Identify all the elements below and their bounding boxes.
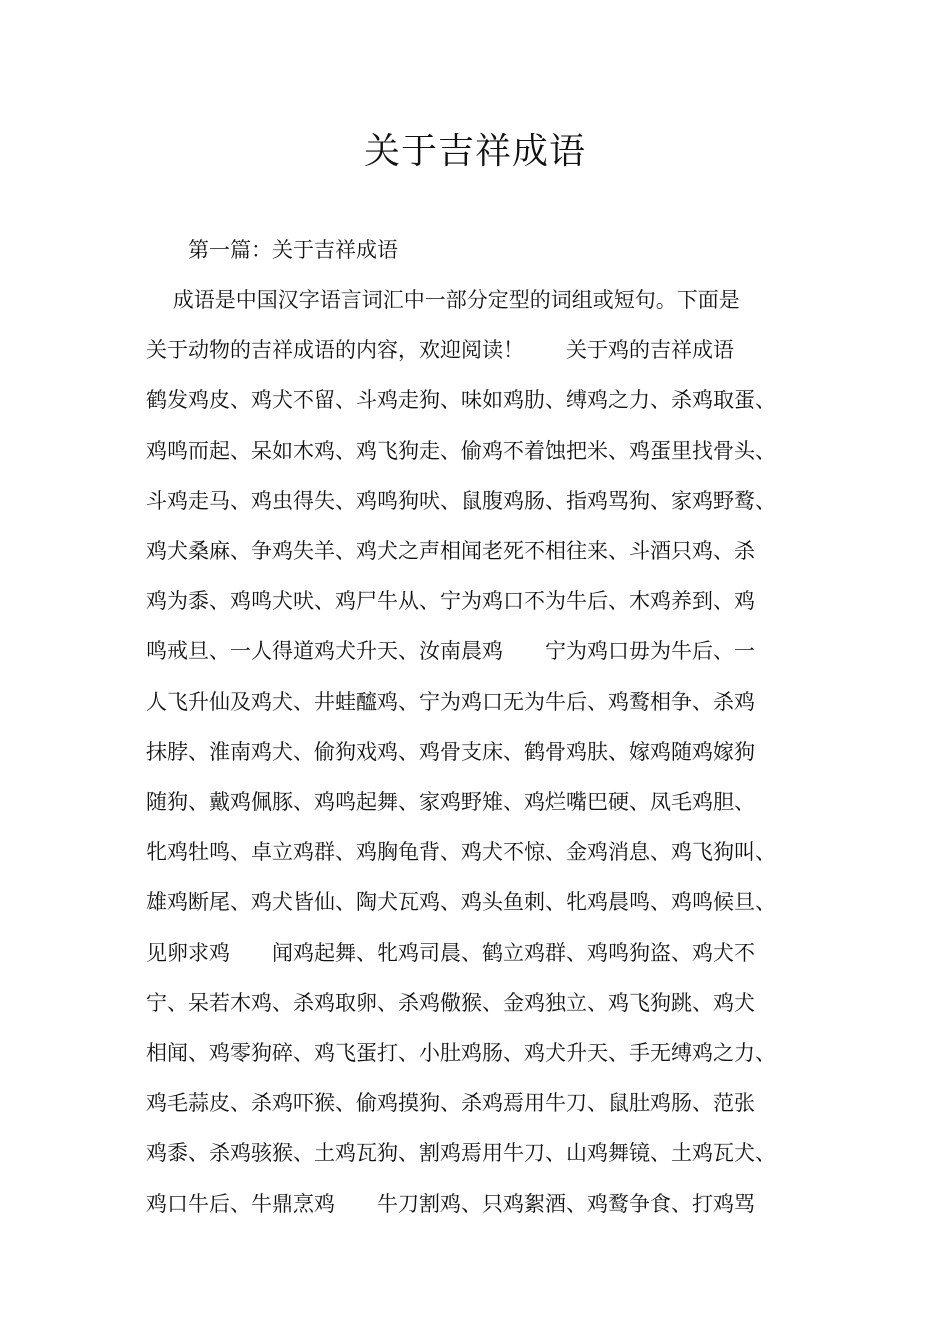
- body-line: 人飞升仙及鸡犬、井蛙醯鸡、宁为鸡口无为牛后、鸡鹜相争、杀鸡: [146, 689, 755, 714]
- body-line: 见卵求鸡 闻鸡起舞、牝鸡司晨、鹤立鸡群、鸡鸣狗盗、鸡犬不: [146, 940, 755, 965]
- body-line: 鸡口牛后、牛鼎烹鸡 牛刀割鸡、只鸡絮酒、鸡鹜争食、打鸡骂: [146, 1191, 755, 1216]
- body-line: 鹤发鸡皮、鸡犬不留、斗鸡走狗、味如鸡肋、缚鸡之力、杀鸡取蛋、: [146, 388, 776, 413]
- body-line: 鸣戒旦、一人得道鸡犬升天、汝南晨鸡 宁为鸡口毋为牛后、一: [146, 639, 755, 664]
- body-line: 关于动物的吉祥成语的内容，欢迎阅读！ 关于鸡的吉祥成语: [146, 338, 734, 363]
- body-line: 鸡犬桑麻、争鸡失羊、鸡犬之声相闻老死不相往来、斗酒只鸡、杀: [146, 539, 755, 563]
- body-line: 成语是中国汉字语言词汇中一部分定型的词组或短句。下面是: [146, 288, 740, 312]
- body-line: 相闻、鸡零狗碎、鸡飞蛋打、小肚鸡肠、鸡犬升天、手无缚鸡之力、: [146, 1041, 776, 1065]
- body-line: 斗鸡走马、鸡虫得失、鸡鸣狗吠、鼠腹鸡肠、指鸡骂狗、家鸡野鹜、: [146, 488, 776, 513]
- page-title: 关于吉祥成语: [363, 131, 586, 172]
- body-line: 鸡黍、杀鸡骇猴、土鸡瓦狗、割鸡焉用牛刀、山鸡舞镜、土鸡瓦犬、: [146, 1141, 776, 1166]
- body-line: 随狗、戴鸡佩豚、鸡鸣起舞、家鸡野雉、鸡烂嘴巴硬、凤毛鸡胆、: [146, 790, 755, 814]
- section-heading: 第一篇：关于吉祥成语: [188, 238, 398, 262]
- body-line: 宁、呆若木鸡、杀鸡取卵、杀鸡儆猴、金鸡独立、鸡飞狗跳、鸡犬: [146, 990, 755, 1015]
- body-line: 雄鸡断尾、鸡犬皆仙、陶犬瓦鸡、鸡头鱼刺、牝鸡晨鸣、鸡鸣候旦、: [146, 890, 776, 915]
- body-line: 鸡毛蒜皮、杀鸡吓猴、偷鸡摸狗、杀鸡焉用牛刀、鼠肚鸡肠、范张: [146, 1091, 755, 1116]
- body-line: 鸡为黍、鸡鸣犬吠、鸡尸牛从、宁为鸡口不为牛后、木鸡养到、鸡: [146, 589, 755, 614]
- body-line: 牝鸡牡鸣、卓立鸡群、鸡胸龟背、鸡犬不惊、金鸡消息、鸡飞狗叫、: [146, 840, 776, 865]
- body-line: 抹脖、淮南鸡犬、偷狗戏鸡、鸡骨支床、鹤骨鸡肤、嫁鸡随鸡嫁狗: [146, 739, 755, 764]
- body-line: 鸡鸣而起、呆如木鸡、鸡飞狗走、偷鸡不着蚀把米、鸡蛋里找骨头、: [146, 438, 776, 463]
